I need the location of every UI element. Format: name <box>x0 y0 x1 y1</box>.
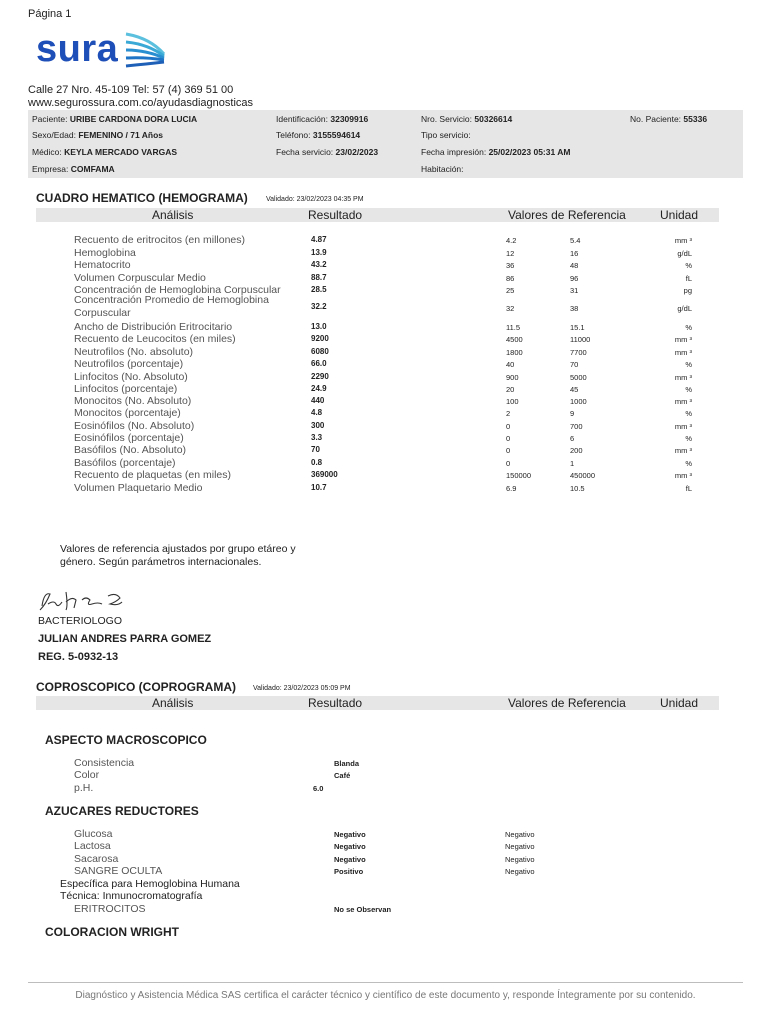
sangre-label: SANGRE OCULTA <box>74 865 163 877</box>
analysis-name: Hematocrito <box>74 259 131 271</box>
patient-number: No. Paciente: 55336 <box>630 114 708 124</box>
ref-high: 5.4 <box>570 236 581 245</box>
ref-low: 86 <box>506 274 515 283</box>
ref-high: 45 <box>570 385 579 394</box>
signer-registration: REG. 5-0932-13 <box>38 651 119 663</box>
patient-id: Identificación: 32309916 <box>276 114 369 124</box>
ref-low: 25 <box>506 286 515 295</box>
result-value: 88.7 <box>311 273 327 282</box>
table-row <box>0 259 768 271</box>
col-analisis: Análisis <box>152 208 194 222</box>
analysis-name: Basófilos (porcentaje) <box>74 457 176 469</box>
col-unidad: Unidad <box>660 208 699 222</box>
address-line: Calle 27 Nro. 45-109 Tel: 57 (4) 369 51 00 <box>28 84 234 96</box>
unit-value: % <box>685 261 692 270</box>
analysis-name: Recuento de eritrocitos (en millones) <box>74 234 245 246</box>
analysis-name: Monocitos (porcentaje) <box>74 407 181 419</box>
unit-value: pg <box>683 286 692 295</box>
result-value: 32.2 <box>311 302 327 311</box>
unit-value: mm ³ <box>674 471 692 480</box>
col-referencia: Valores de Referencia <box>508 696 626 710</box>
table-row <box>0 383 768 395</box>
ref-low: 0 <box>506 459 511 468</box>
analysis-name: Volumen Plaquetario Medio <box>74 482 203 494</box>
ref-low: 20 <box>506 385 515 394</box>
analysis-name: Linfocitos (porcentaje) <box>74 383 178 395</box>
table-row <box>0 272 768 284</box>
ref-low: 900 <box>506 373 519 382</box>
table-row <box>0 247 768 259</box>
consistencia-value: Blanda <box>334 759 360 768</box>
sacarosa-value: Negativo <box>334 855 366 864</box>
sex-age: Sexo/Edad: FEMENINO / 71 Años <box>32 130 164 140</box>
col-referencia: Valores de Referencia <box>508 208 626 222</box>
table-row <box>0 333 768 345</box>
analysis-name: Ancho de Distribución Eritrocitario <box>74 321 233 333</box>
result-value: 6080 <box>311 347 329 356</box>
tecnica-note: Técnica: Inmunocromatografía <box>60 890 203 902</box>
ref-high: 700 <box>570 422 583 431</box>
website-line: www.segurossura.com.co/ayudasdiagnosticas <box>28 97 254 109</box>
ref-high: 31 <box>570 286 579 295</box>
sangre-value: Positivo <box>334 867 364 876</box>
coprograma-title: COPROSCOPICO (COPROGRAMA) <box>36 680 237 694</box>
ref-high: 450000 <box>570 471 596 480</box>
room: Habitación: <box>421 164 464 174</box>
result-value: 440 <box>311 396 325 405</box>
ref-low: 4.2 <box>506 236 517 245</box>
ph-label: p.H. <box>74 782 94 794</box>
analysis-name: Monocitos (No. Absoluto) <box>74 395 192 407</box>
result-value: 4.8 <box>311 408 323 417</box>
service-type: Tipo servicio: <box>421 130 471 140</box>
sura-logo <box>36 28 166 74</box>
analysis-name: Eosinófilos (porcentaje) <box>74 432 184 444</box>
table-row <box>0 469 768 481</box>
footer-text: Diagnóstico y Asistencia Médica SAS certifica el carácter técnico y científico de este documento y, responde Íntegramente por su contenido. <box>75 990 696 1001</box>
ref-high: 10.5 <box>570 484 585 493</box>
analysis-name: Linfocitos (No. Absoluto) <box>74 371 188 383</box>
table-row <box>0 321 768 333</box>
result-value: 369000 <box>311 470 338 479</box>
analysis-name: Neutrofilos (porcentaje) <box>74 358 184 370</box>
sangre-ref: Negativo <box>505 867 535 876</box>
analysis-name: Concentración Promedio de Hemoglobina <box>74 294 269 306</box>
logo-text: sura <box>36 28 119 70</box>
table-row <box>0 371 768 383</box>
ref-low: 1800 <box>506 348 523 357</box>
service-number: Nro. Servicio: 50326614 <box>421 114 513 124</box>
ref-low: 100 <box>506 397 519 406</box>
ref-high: 7700 <box>570 348 587 357</box>
result-value: 28.5 <box>311 285 327 294</box>
analysis-name: Recuento de Leucocitos (en miles) <box>74 333 236 345</box>
azucares-title: AZUCARES REDUCTORES <box>45 804 199 818</box>
ref-high: 16 <box>570 249 579 258</box>
lactosa-label: Lactosa <box>74 840 111 852</box>
especifica-note: Específica para Hemoglobina Humana <box>60 878 240 890</box>
ref-high: 5000 <box>570 373 587 382</box>
ref-high: 38 <box>570 304 579 313</box>
unit-value: mm ³ <box>674 446 692 455</box>
unit-value: mm ³ <box>674 397 692 406</box>
ref-high: 96 <box>570 274 579 283</box>
analysis-name: Volumen Corpuscular Medio <box>74 272 206 284</box>
signature-image <box>36 586 132 614</box>
doctor: Médico: KEYLA MERCADO VARGAS <box>32 147 178 157</box>
unit-value: fL <box>685 274 692 283</box>
table-row <box>0 395 768 407</box>
hemograma-title: CUADRO HEMATICO (HEMOGRAMA) <box>36 191 248 205</box>
unit-value: g/dL <box>677 304 692 313</box>
ph-value: 6.0 <box>313 784 324 793</box>
ref-high: 15.1 <box>570 323 585 332</box>
color-value: Café <box>334 771 351 780</box>
table-row <box>0 407 768 419</box>
unit-value: % <box>685 385 692 394</box>
result-value: 13.9 <box>311 248 327 257</box>
lab-address <box>28 84 253 110</box>
ref-low: 0 <box>506 434 511 443</box>
result-value: 3.3 <box>311 433 323 442</box>
coprograma-header <box>36 696 719 710</box>
ref-high: 48 <box>570 261 579 270</box>
ref-high: 200 <box>570 446 583 455</box>
result-value: 2290 <box>311 372 329 381</box>
ref-high: 6 <box>570 434 575 443</box>
unit-value: mm ³ <box>674 335 692 344</box>
reference-note: Valores de referencia ajustados por grupo etáreo y género. Según parámetros internacionales. <box>60 543 296 568</box>
unit-value: g/dL <box>677 249 692 258</box>
ref-low: 150000 <box>506 471 532 480</box>
glucosa-label: Glucosa <box>74 828 113 840</box>
eritrocitos-label: ERITROCITOS <box>74 903 146 915</box>
glucosa-ref: Negativo <box>505 830 535 839</box>
col-resultado: Resultado <box>308 696 363 710</box>
sura-wings-icon <box>124 30 196 74</box>
table-row <box>0 234 768 246</box>
analysis-name-cont: Corpuscular <box>74 307 131 319</box>
table-row <box>0 457 768 469</box>
unit-value: fL <box>685 484 692 493</box>
table-row <box>0 444 768 456</box>
ref-low: 4500 <box>506 335 523 344</box>
table-row <box>0 482 768 494</box>
ref-low: 6.9 <box>506 484 517 493</box>
result-value: 43.2 <box>311 260 327 269</box>
table-row <box>0 420 768 432</box>
result-value: 66.0 <box>311 359 327 368</box>
ref-low: 12 <box>506 249 515 258</box>
unit-value: % <box>685 360 692 369</box>
analysis-name: Concentración de Hemoglobina Corpuscular <box>74 284 281 296</box>
patient-info-box <box>28 110 743 178</box>
unit-value: mm ³ <box>674 236 692 245</box>
color-label: Color <box>74 769 100 781</box>
patient-name: Paciente: URIBE CARDONA DORA LUCIA <box>32 114 198 124</box>
ref-high: 1 <box>570 459 575 468</box>
aspecto-title: ASPECTO MACROSCOPICO <box>45 733 207 747</box>
coprograma-validated: Validado: 23/02/2023 05:09 PM <box>253 685 351 692</box>
wright-title: COLORACION WRIGHT <box>45 925 179 939</box>
print-date: Fecha impresión: 25/02/2023 05:31 AM <box>421 147 571 157</box>
unit-value: % <box>685 323 692 332</box>
ref-low: 0 <box>506 446 511 455</box>
lactosa-ref: Negativo <box>505 842 535 851</box>
analysis-name: Neutrofilos (No. absoluto) <box>74 346 194 358</box>
analysis-name: Recuento de plaquetas (en miles) <box>74 469 232 481</box>
signer-name: JULIAN ANDRES PARRA GOMEZ <box>38 633 212 645</box>
page-number: Página 1 <box>28 8 72 20</box>
ref-low: 36 <box>506 261 515 270</box>
table-row <box>0 294 768 319</box>
hemograma-validated: Validado: 23/02/2023 04:35 PM <box>266 196 364 203</box>
col-resultado: Resultado <box>308 208 363 222</box>
unit-value: mm ³ <box>674 422 692 431</box>
unit-value: mm ³ <box>674 348 692 357</box>
result-value: 70 <box>311 445 320 454</box>
table-row <box>0 358 768 370</box>
analysis-name: Hemoglobina <box>74 247 136 259</box>
ref-low: 32 <box>506 304 515 313</box>
footer-divider <box>28 982 743 983</box>
ref-low: 40 <box>506 360 515 369</box>
result-value: 24.9 <box>311 384 327 393</box>
table-row <box>0 432 768 444</box>
result-value: 9200 <box>311 334 329 343</box>
hemograma-header <box>36 208 719 222</box>
unit-value: % <box>685 409 692 418</box>
result-value: 0.8 <box>311 458 323 467</box>
glucosa-value: Negativo <box>334 830 366 839</box>
ref-high: 70 <box>570 360 579 369</box>
signer-role: BACTERIOLOGO <box>38 615 123 627</box>
analysis-name: Eosinófilos (No. Absoluto) <box>74 420 195 432</box>
col-analisis: Análisis <box>152 696 194 710</box>
result-value: 10.7 <box>311 483 327 492</box>
result-value: 300 <box>311 421 325 430</box>
sacarosa-ref: Negativo <box>505 855 535 864</box>
ref-low: 0 <box>506 422 511 431</box>
result-value: 13.0 <box>311 322 327 331</box>
lactosa-value: Negativo <box>334 842 366 851</box>
result-value: 4.87 <box>311 235 327 244</box>
table-row <box>0 346 768 358</box>
unit-value: % <box>685 459 692 468</box>
ref-low: 11.5 <box>506 323 521 332</box>
ref-high: 11000 <box>570 335 591 344</box>
phone: Teléfono: 3155594614 <box>276 130 361 140</box>
analysis-name: Basófilos (No. Absoluto) <box>74 444 187 456</box>
company: Empresa: COMFAMA <box>32 164 115 174</box>
service-date: Fecha servicio: 23/02/2023 <box>276 147 379 157</box>
ref-high: 9 <box>570 409 575 418</box>
sacarosa-label: Sacarosa <box>74 853 119 865</box>
ref-high: 1000 <box>570 397 587 406</box>
ref-low: 2 <box>506 409 511 418</box>
unit-value: mm ³ <box>674 373 692 382</box>
col-unidad: Unidad <box>660 696 699 710</box>
eritrocitos-value: No se Observan <box>334 905 392 914</box>
consistencia-label: Consistencia <box>74 757 135 769</box>
unit-value: % <box>685 434 692 443</box>
